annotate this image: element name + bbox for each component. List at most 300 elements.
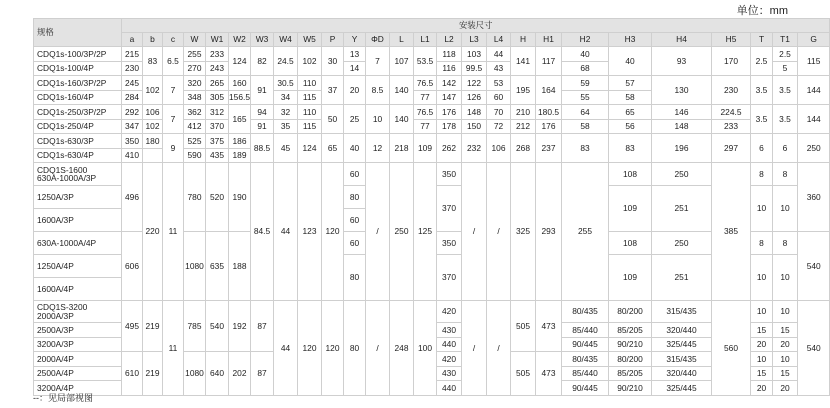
cell-a: 610 (122, 352, 143, 396)
cell-W3: 87 (251, 352, 274, 396)
cell-T: 10 (751, 352, 773, 367)
cell-L3: 150 (462, 119, 487, 134)
cell-a: 496 (122, 163, 143, 232)
cell-W3: 94 (251, 105, 274, 120)
cell-W1: 243 (206, 61, 229, 76)
cell-G: 360 (798, 163, 830, 232)
cell-c: 7 (163, 105, 184, 134)
cell-fd: 12 (366, 134, 390, 163)
cell-H4: 196 (652, 134, 712, 163)
cell-W5: 124 (298, 134, 322, 163)
cell-L4: 106 (487, 134, 511, 163)
cell-P: 120 (322, 301, 344, 396)
cell-H1: 237 (536, 134, 562, 163)
cell-H3: 58 (609, 90, 652, 105)
col-header: L (390, 33, 414, 47)
cell-H4: 250 (652, 232, 712, 255)
cell-H1: 473 (536, 301, 562, 352)
cell-L: 248 (390, 301, 414, 396)
install-size-header: 安装尺寸 (122, 19, 830, 33)
col-header: W (184, 33, 206, 47)
cell-W1: 370 (206, 119, 229, 134)
cell-H: 195 (511, 76, 536, 105)
installation-dimension-table (33, 18, 830, 396)
spec-cell: 1600A/4P (34, 278, 122, 301)
cell-W4: 34 (274, 90, 298, 105)
cell-W1: 233 (206, 47, 229, 62)
col-header: H5 (712, 33, 751, 47)
cell-L4: 60 (487, 90, 511, 105)
col-header: L1 (414, 33, 437, 47)
cell-W5: 110 (298, 76, 322, 91)
cell-W: 525 (184, 134, 206, 149)
cell-L1: 100 (414, 301, 437, 396)
cell-W1: 520 (206, 163, 229, 232)
cell-W: 590 (184, 148, 206, 163)
cell-T1: 10 (773, 255, 798, 301)
cell-a: 410 (122, 148, 143, 163)
cell-b: 180 (143, 134, 163, 149)
cell-b: 220 (143, 163, 163, 301)
cell-T1: 20 (773, 337, 798, 352)
col-header: c (163, 33, 184, 47)
cell-T: 10 (751, 255, 773, 301)
cell-H2: 80/435 (562, 301, 609, 323)
cell-W1: 312 (206, 105, 229, 120)
cell-b: 102 (143, 119, 163, 134)
cell-H3: 90/210 (609, 337, 652, 352)
cell-W: 255 (184, 47, 206, 62)
col-header: L3 (462, 33, 487, 47)
cell-H4: 130 (652, 76, 712, 105)
cell-H: 212 (511, 119, 536, 134)
spec-cell (34, 163, 122, 186)
cell-T1: 2.5 (773, 47, 798, 62)
cell-W: 1080 (184, 352, 206, 396)
cell-H3: 85/205 (609, 366, 652, 381)
cell-L1: 76.5 (414, 76, 437, 91)
cell-H1: 117 (536, 47, 562, 76)
cell-L2: 176 (437, 105, 462, 120)
cell-W2: 186 (229, 134, 251, 149)
col-header: P (322, 33, 344, 47)
cell-L4: 44 (487, 47, 511, 62)
cell-H4: 93 (652, 47, 712, 76)
col-header: G (798, 33, 830, 47)
cell-H1: 473 (536, 352, 562, 396)
spec-cell: CDQ1s-160/3P/2P (34, 76, 122, 91)
cell-Y: 80 (344, 255, 366, 301)
cell-L2: 118 (437, 47, 462, 62)
cell-H2: 85/440 (562, 366, 609, 381)
spec-cell: 2000A/4P (34, 352, 122, 367)
cell-H2: 90/445 (562, 381, 609, 396)
cell-W2: 202 (229, 352, 251, 396)
spec-cell: 630A-1000A/4P (34, 232, 122, 255)
cell-W2: 188 (229, 232, 251, 301)
cell-W: 412 (184, 119, 206, 134)
cell-W3: 87 (251, 301, 274, 352)
cell-T1: 10 (773, 352, 798, 367)
cell-G: 144 (798, 105, 830, 134)
cell-W: 362 (184, 105, 206, 120)
cell-T: 8 (751, 163, 773, 186)
cell-T1: 8 (773, 163, 798, 186)
cell-W2: 190 (229, 163, 251, 232)
cell-T: 8 (751, 232, 773, 255)
cell-H4: 315/435 (652, 301, 712, 323)
cell-L1: 125 (414, 163, 437, 301)
cell-Y: 80 (344, 301, 366, 396)
cell-b: 106 (143, 105, 163, 120)
cell-P: 30 (322, 47, 344, 76)
cell-W5: 123 (298, 163, 322, 301)
cell-T: 2.5 (751, 47, 773, 76)
cell-W: 780 (184, 163, 206, 232)
cell-H: 268 (511, 134, 536, 163)
spec-header: 规格 (34, 19, 122, 47)
cell-H5: 385 (712, 163, 751, 301)
cell-W: 785 (184, 301, 206, 352)
cell-T: 6 (751, 134, 773, 163)
cell-a: 292 (122, 105, 143, 120)
cell-L2: 370 (437, 186, 462, 232)
cell-H3: 40 (609, 47, 652, 76)
cell-L2: 350 (437, 163, 462, 186)
spec-cell: 1250A/4P (34, 255, 122, 278)
cell-Y: 80 (344, 186, 366, 209)
cell-Y: 20 (344, 76, 366, 105)
cell-T1: 15 (773, 366, 798, 381)
cell-b: 219 (143, 352, 163, 396)
cell-L4: 53 (487, 76, 511, 91)
cell-G: 144 (798, 76, 830, 105)
cell-H1: 164 (536, 76, 562, 105)
footnote: --：见局部视图 (33, 393, 93, 403)
cell-Y: 25 (344, 105, 366, 134)
cell-a: 350 (122, 134, 143, 149)
cell-H2: 59 (562, 76, 609, 91)
cell-Y: 60 (344, 209, 366, 232)
cell-fd: / (366, 163, 390, 301)
spec-line: CDQ1S-1600 (37, 164, 88, 175)
cell-c: 11 (163, 163, 184, 301)
cell-W: 320 (184, 76, 206, 91)
cell-L1: 53.5 (414, 47, 437, 76)
cell-H5: 233 (712, 119, 751, 134)
cell-H4: 251 (652, 186, 712, 232)
cell-L2: 370 (437, 255, 462, 301)
col-header: H (511, 33, 536, 47)
cell-H3: 109 (609, 255, 652, 301)
cell-L3: 232 (462, 134, 487, 163)
cell-L3: / (462, 163, 487, 301)
cell-L4: / (487, 163, 511, 301)
cell-W1: 305 (206, 90, 229, 105)
cell-H4: 320/440 (652, 366, 712, 381)
cell-P: 37 (322, 76, 344, 105)
cell-T: 10 (751, 186, 773, 232)
cell-L3: 99.5 (462, 61, 487, 76)
cell-W5: 102 (298, 47, 322, 76)
cell-W4: 24.5 (274, 47, 298, 76)
cell-c: 6.5 (163, 47, 184, 76)
cell-H1: 176 (536, 119, 562, 134)
col-header: H4 (652, 33, 712, 47)
cell-L1: 109 (414, 134, 437, 163)
spec-cell: CDQ1s-250/3P/2P (34, 105, 122, 120)
col-header: H2 (562, 33, 609, 47)
cell-H2: 80/435 (562, 352, 609, 367)
col-header: H3 (609, 33, 652, 47)
cell-W4: 30.5 (274, 76, 298, 91)
cell-H: 505 (511, 301, 536, 352)
cell-T1: 3.5 (773, 105, 798, 134)
spec-cell: CDQ1s-630/4P (34, 148, 122, 163)
cell-L: 218 (390, 134, 414, 163)
cell-H2: 83 (562, 134, 609, 163)
cell-a: 215 (122, 47, 143, 62)
cell-Y: 40 (344, 134, 366, 163)
spec-cell: CDQ1s-630/3P (34, 134, 122, 149)
cell-L2: 350 (437, 232, 462, 255)
cell-L2: 440 (437, 337, 462, 352)
cell-H4: 250 (652, 163, 712, 186)
cell-H2: 55 (562, 90, 609, 105)
cell-L: 107 (390, 47, 414, 76)
cell-a: 284 (122, 90, 143, 105)
col-header: ΦD (366, 33, 390, 47)
cell-L2: 420 (437, 352, 462, 367)
cell-H3: 85/205 (609, 323, 652, 338)
cell-P: 65 (322, 134, 344, 163)
cell-L1: 77 (414, 90, 437, 105)
col-header: L4 (487, 33, 511, 47)
cell-G: 540 (798, 232, 830, 301)
cell-H2: 85/440 (562, 323, 609, 338)
spec-cell: CDQ1s-100/3P/2P (34, 47, 122, 62)
spec-cell: CDQ1s-250/4P (34, 119, 122, 134)
col-header: W3 (251, 33, 274, 47)
cell-W2: 189 (229, 148, 251, 163)
cell-H3: 56 (609, 119, 652, 134)
cell-H3: 83 (609, 134, 652, 163)
unit-label: 单位：mm (736, 5, 788, 17)
cell-H2: 40 (562, 47, 609, 62)
cell-T: 3.5 (751, 76, 773, 105)
cell-H2: 68 (562, 61, 609, 76)
spec-line: CDQ1S-3200 (37, 302, 88, 313)
cell-H4: 325/445 (652, 381, 712, 396)
cell-H4: 148 (652, 119, 712, 134)
cell-L2: 420 (437, 301, 462, 323)
cell-H1: 180.5 (536, 105, 562, 120)
cell-T1: 10 (773, 186, 798, 232)
cell-L3: / (462, 301, 487, 396)
cell-W2: 192 (229, 301, 251, 352)
cell-H3: 108 (609, 163, 652, 186)
cell-c: 7 (163, 76, 184, 105)
cell-H3: 90/210 (609, 381, 652, 396)
cell-H: 141 (511, 47, 536, 76)
cell-Y: 60 (344, 232, 366, 255)
cell-W4: 32 (274, 105, 298, 120)
cell-Y: 13 (344, 47, 366, 62)
cell-W1: 435 (206, 148, 229, 163)
cell-L2: 178 (437, 119, 462, 134)
spec-cell: CDQ1s-100/4P (34, 61, 122, 76)
cell-H2: 255 (562, 163, 609, 301)
cell-H5: 560 (712, 301, 751, 396)
col-header: b (143, 33, 163, 47)
cell-G: 250 (798, 134, 830, 163)
cell-W3: 82 (251, 47, 274, 76)
cell-L2: 147 (437, 90, 462, 105)
cell-H5: 297 (712, 134, 751, 163)
col-header: T (751, 33, 773, 47)
cell-H2: 64 (562, 105, 609, 120)
cell-L2: 116 (437, 61, 462, 76)
cell-W2: 156.5 (229, 90, 251, 105)
cell-H2: 90/445 (562, 337, 609, 352)
cell-fd: 10 (366, 105, 390, 134)
cell-T1: 6 (773, 134, 798, 163)
cell-W: 270 (184, 61, 206, 76)
cell-T: 20 (751, 337, 773, 352)
cell-T1: 8 (773, 232, 798, 255)
cell-W5: 120 (298, 301, 322, 396)
spec-cell: CDQ1s-160/4P (34, 90, 122, 105)
cell-a: 495 (122, 301, 143, 352)
cell-T: 20 (751, 381, 773, 396)
cell-W: 1080 (184, 232, 206, 301)
cell-P: 120 (322, 163, 344, 301)
cell-a: 230 (122, 61, 143, 76)
cell-W1: 640 (206, 352, 229, 396)
cell-a: 245 (122, 76, 143, 91)
cell-H4: 320/440 (652, 323, 712, 338)
cell-b: 219 (143, 301, 163, 352)
cell-H3: 80/200 (609, 352, 652, 367)
cell-W4: 44 (274, 301, 298, 396)
cell-L: 140 (390, 76, 414, 105)
cell-W1: 540 (206, 301, 229, 352)
cell-H3: 65 (609, 105, 652, 120)
col-header: L2 (437, 33, 462, 47)
cell-T1: 10 (773, 301, 798, 323)
col-header: Y (344, 33, 366, 47)
cell-H5: 170 (712, 47, 751, 76)
cell-H4: 251 (652, 255, 712, 301)
cell-H: 505 (511, 352, 536, 396)
cell-W1: 265 (206, 76, 229, 91)
col-header: W4 (274, 33, 298, 47)
cell-L2: 430 (437, 323, 462, 338)
cell-fd: / (366, 301, 390, 396)
cell-T1: 3.5 (773, 76, 798, 105)
cell-H5: 224.5 (712, 105, 751, 120)
col-header: W5 (298, 33, 322, 47)
cell-W4: 35 (274, 119, 298, 134)
cell-L4: 70 (487, 105, 511, 120)
cell-W5: 110 (298, 105, 322, 120)
cell-W4: 45 (274, 134, 298, 163)
cell-T1: 5 (773, 61, 798, 76)
col-header: T1 (773, 33, 798, 47)
cell-W4: 44 (274, 163, 298, 301)
col-header: a (122, 33, 143, 47)
cell-T: 10 (751, 301, 773, 323)
cell-H: 210 (511, 105, 536, 120)
cell-H2: 58 (562, 119, 609, 134)
cell-H4: 146 (652, 105, 712, 120)
cell-Y: 14 (344, 61, 366, 76)
cell-H: 325 (511, 163, 536, 301)
cell-fd: 8.5 (366, 76, 390, 105)
cell-b: 102 (143, 76, 163, 105)
cell-W2: 124 (229, 47, 251, 76)
cell-H4: 315/435 (652, 352, 712, 367)
cell-W5: 115 (298, 90, 322, 105)
cell-L: 250 (390, 163, 414, 301)
cell-L2: 262 (437, 134, 462, 163)
cell-H3: 109 (609, 186, 652, 232)
cell-W2: 165 (229, 105, 251, 134)
cell-b: 83 (143, 47, 163, 76)
spec-cell: 1250A/3P (34, 186, 122, 209)
cell-L1: 76.5 (414, 105, 437, 120)
spec-cell: 3200A/4P (34, 381, 122, 396)
cell-H3: 108 (609, 232, 652, 255)
col-header: H1 (536, 33, 562, 47)
cell-L3: 103 (462, 47, 487, 62)
cell-T: 15 (751, 366, 773, 381)
cell-L4: / (487, 301, 511, 396)
cell-T: 3.5 (751, 105, 773, 134)
cell-H5: 230 (712, 76, 751, 105)
col-header: W1 (206, 33, 229, 47)
cell-H4: 325/445 (652, 337, 712, 352)
cell-L2: 440 (437, 381, 462, 396)
cell-Y: 60 (344, 163, 366, 186)
cell-H3: 80/200 (609, 301, 652, 323)
cell-W1: 375 (206, 134, 229, 149)
cell-T1: 20 (773, 381, 798, 396)
cell-L4: 43 (487, 61, 511, 76)
cell-P: 50 (322, 105, 344, 134)
col-header: W2 (229, 33, 251, 47)
cell-T1: 15 (773, 323, 798, 338)
spec-cell: 2500A/4P (34, 366, 122, 381)
spec-cell (34, 301, 122, 323)
cell-W1: 635 (206, 232, 229, 301)
cell-a: 347 (122, 119, 143, 134)
cell-L4: 72 (487, 119, 511, 134)
cell-H3: 57 (609, 76, 652, 91)
cell-c: 9 (163, 134, 184, 163)
spec-cell: 1600A/3P (34, 209, 122, 232)
cell-L3: 122 (462, 76, 487, 91)
cell-G: 115 (798, 47, 830, 76)
cell-L3: 148 (462, 105, 487, 120)
cell-T: 15 (751, 323, 773, 338)
cell-W2: 160 (229, 76, 251, 91)
cell-L2: 142 (437, 76, 462, 91)
cell-L: 140 (390, 105, 414, 134)
spec-cell: 3200A/3P (34, 337, 122, 352)
cell-G: 540 (798, 301, 830, 396)
spec-line: 2000A/3P (37, 310, 74, 321)
